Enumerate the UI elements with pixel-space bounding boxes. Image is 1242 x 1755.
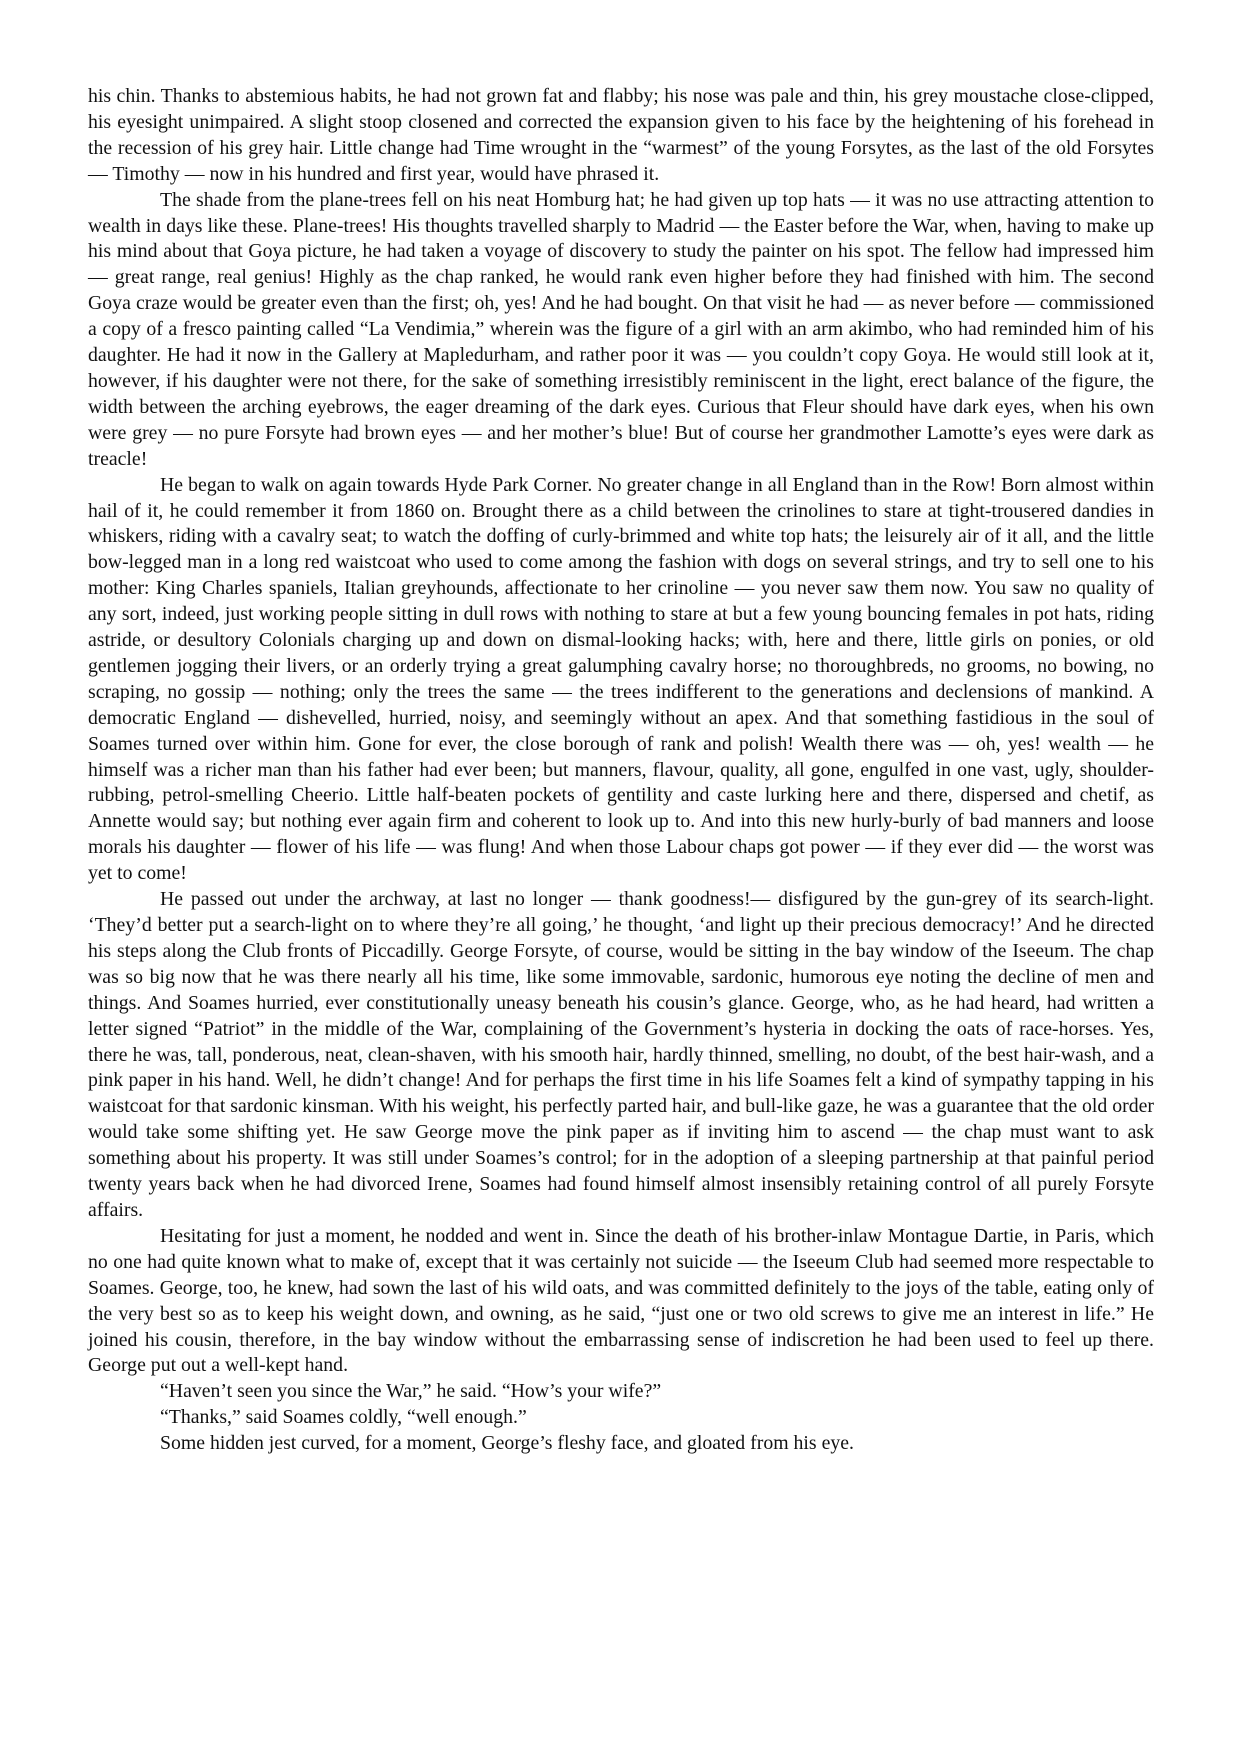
dialogue-george: “Haven’t seen you since the War,” he said. “How’s your wife?” [160,1380,662,1403]
paragraph-plane-trees: The shade from the plane-trees fell on his neat Homburg hat; he had given up top hats — it was no use attracting attention to wealth in days like these. Plane-trees! His thoughts travelled sharply to Madrid — the Easter before the War, when, having to make up his mind about that Goya picture, he had taken a voyage of discovery to study the painter on his spot. The fellow had impressed him — great range, real genius! Highly as the chap ranked, he would rank even higher before they had finished with him. The second Goya craze would be greater even than the first; oh, yes! And he had bought. On that visit he had — as never before — commissioned a copy of a fresco painting called “La Vendimia,” wherein was the figure of a girl with an arm akimbo, who had reminded him of his daughter. He had it now in the Gallery at Mapledurham, and rather poor it was — you couldn’t copy Goya. He would still look at it, however, if his daughter were not there, for the sake of something irresistibly reminiscent in the light, erect balance of the figure, the width between the arching eyebrows, the eager dreaming of the dark eyes. Curious that Fleur should have dark eyes, when his own were grey — no pure Forsyte had brown eyes — and her mother’s blue! But of course her grandmother Lamotte’s eyes were dark as treacle! [88,188,1154,470]
page-text-body [88,84,1154,1457]
paragraph-iseeum-club: Hesitating for just a moment, he nodded and went in. Since the death of his brother-inlaw Montague Dartie, in Paris, which no one had quite known what to make of, except that it was certainly not suicide — the Iseeum Club had seemed more respectable to Soames. George, too, he knew, had sown the last of his wild oats, and was committed definitely to the joys of the table, eating only of the very best so as to keep his weight down, and owning, as he said, “just one or two old screws to give me an interest in life.” He joined his cousin, therefore, in the bay window without the embarrassing sense of indiscretion he had been used to feel up there. George put out a well-kept hand. [88,1224,1154,1377]
paragraph-hidden-jest: Some hidden jest curved, for a moment, George’s fleshy face, and gloated from his eye. [160,1432,854,1455]
paragraph-continuation: his chin. Thanks to abstemious habits, he had not grown fat and flabby; his nose was pale and thin, his grey moustache close-clipped, his eyesight unimpaired. A slight stoop closened and corrected the expansion given to his face by the heightening of his forehead in the recession of his grey hair. Little change had Time wrought in the “warmest” of the young Forsytes, as the last of the old Forsytes — Timothy — now in his hundred and first year, would have phrased it. [88,85,1154,185]
paragraph-hyde-park: He began to walk on again towards Hyde Park Corner. No greater change in all England than in the Row! Born almost within hail of it, he could remember it from 1860 on. Brought there as a child between the crinolines to stare at tight-trousered dandies in whiskers, riding with a cavalry seat; to watch the doffing of curly-brimmed and white top hats; the leisurely air of it all, and the little bow-legged man in a long red waistcoat who used to come among the fashion with dogs on several strings, and try to sell one to his mother: King Charles spaniels, Italian greyhounds, affectionate to her crinoline — you never saw them now. You saw no quality of any sort, indeed, just working people sitting in dull rows with nothing to stare at but a few young bouncing females in pot hats, riding astride, or desultory Colonials charging up and down on dismal-looking hacks; with, here and there, little girls on ponies, or old gentlemen jogging their livers, or an orderly trying a great galumphing cavalry horse; no thoroughbreds, no grooms, no bowing, no scraping, no gossip — nothing; only the trees the same — the trees indifferent to the generations and declensions of mankind. A democratic England — dishevelled, hurried, noisy, and seemingly without an apex. And that something fastidious in the soul of Soames turned over within him. Gone for ever, the close borough of rank and polish! Wealth there was — oh, yes! wealth — he himself was a richer man than his father had ever been; but manners, flavour, quality, all gone, engulfed in one vast, ugly, shoulder-rubbing, petrol-smelling Cheerio. Little half-beaten pockets of gentility and caste lurking here and there, dispersed and chetif, as Annette would say; but nothing ever again firm and coherent to look up to. And into this new hurly-burly of bad manners and loose morals his daughter — flower of his life — was flung! And when those Labour chaps got power — if they ever did — the worst was yet to come! [88,473,1154,885]
dialogue-soames: “Thanks,” said Soames coldly, “well enough.” [160,1406,527,1429]
paragraph-archway: He passed out under the archway, at last no longer — thank goodness!— disfigured by the gun-grey of its search-light. ‘They’d better put a search-light on to where they’re all going,’ he thought, ‘and light up their precious democracy!’ And he directed his steps along the Club fronts of Piccadilly. George Forsyte, of course, would be sitting in the bay window of the Iseeum. The chap was so big now that he was there nearly all his time, like some immovable, sardonic, humorous eye noting the decline of men and things. And Soames hurried, ever constitutionally uneasy beneath his cousin’s glance. George, who, as he had heard, had written a letter signed “Patriot” in the middle of the War, complaining of the Government’s hysteria in docking the oats of race-horses. Yes, there he was, tall, ponderous, neat, clean-shaven, with his smooth hair, hardly thinned, smelling, no doubt, of the best hair-wash, and a pink paper in his hand. Well, he didn’t change! And for perhaps the first time in his life Soames felt a kind of sympathy tapping in his waistcoat for that sardonic kinsman. With his weight, his perfectly parted hair, and bull-like gaze, he was a guarantee that the old order would take some shifting yet. He saw George move the pink paper as if inviting him to ascend — the chap must want to ask something about his property. It was still under Soames’s control; for in the adoption of a sleeping partnership at that painful period twenty years back when he had divorced Irene, Soames had found himself almost insensibly retaining control of all purely Forsyte affairs. [88,888,1154,1221]
